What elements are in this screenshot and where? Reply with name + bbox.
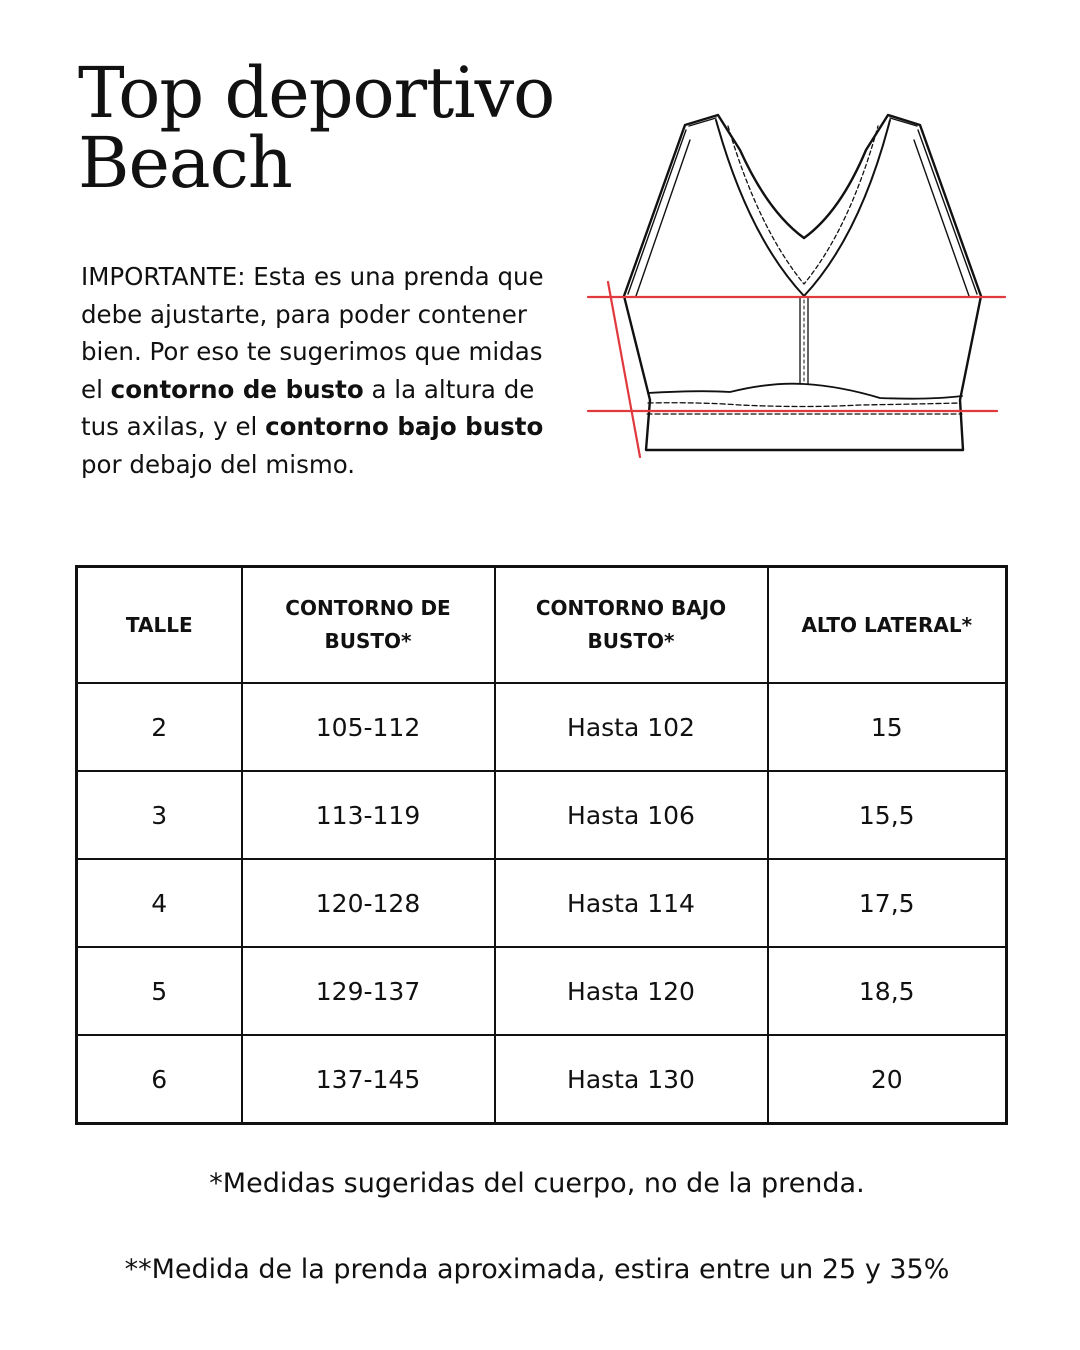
table-row — [77, 1035, 1007, 1124]
cell-contorno-bajo-busto: Hasta 120 — [495, 947, 768, 1035]
header-contorno-bajo-busto: CONTORNO BAJO BUSTO* — [495, 567, 768, 684]
intro-text-1: IMPORTANTE: Esta es una prenda que debe ajustarte, para poder contener bien. Por eso te sugerimos que midas el — [81, 262, 544, 404]
intro-bold-underbust: contorno bajo busto — [265, 412, 544, 442]
cell-contorno-bajo-busto: Hasta 106 — [495, 771, 768, 859]
table-row — [77, 771, 1007, 859]
header-talle: TALLE — [77, 567, 242, 684]
table-header-row — [77, 567, 1007, 684]
cell-alto-lateral: 17,5 — [768, 859, 1007, 947]
intro-text-2: a la altura de tus axilas, y el — [81, 374, 535, 442]
cell-talle: 6 — [77, 1035, 242, 1124]
cell-alto-lateral: 15,5 — [768, 771, 1007, 859]
footnote-body-measurements: *Medidas sugeridas del cuerpo, no de la prenda. — [209, 1168, 865, 1199]
cell-contorno-busto: 137-145 — [242, 1035, 495, 1124]
cell-talle: 3 — [77, 771, 242, 859]
cell-alto-lateral: 20 — [768, 1035, 1007, 1124]
cell-talle: 4 — [77, 859, 242, 947]
intro-bold-bust: contorno de busto — [110, 374, 364, 404]
header-contorno-busto: CONTORNO DE BUSTO* — [242, 567, 495, 684]
table-row — [77, 947, 1007, 1035]
size-table — [75, 565, 1008, 1125]
cell-contorno-bajo-busto: Hasta 130 — [495, 1035, 768, 1124]
footnote-garment-stretch: **Medida de la prenda aproximada, estira entre un 25 y 35% — [124, 1254, 950, 1285]
table-row — [77, 859, 1007, 947]
cell-talle: 2 — [77, 683, 242, 771]
title-line-2: Beach — [78, 122, 292, 204]
cell-alto-lateral: 15 — [768, 683, 1007, 771]
cell-contorno-bajo-busto: Hasta 114 — [495, 859, 768, 947]
title-line-1: Top deportivo — [78, 52, 555, 134]
header-alto-lateral: ALTO LATERAL* — [768, 567, 1007, 684]
cell-talle: 5 — [77, 947, 242, 1035]
cell-contorno-bajo-busto: Hasta 102 — [495, 683, 768, 771]
page-title — [78, 52, 555, 204]
intro-paragraph — [81, 258, 571, 484]
cell-contorno-busto: 120-128 — [242, 859, 495, 947]
cell-contorno-busto: 105-112 — [242, 683, 495, 771]
cell-alto-lateral: 18,5 — [768, 947, 1007, 1035]
cell-contorno-busto: 129-137 — [242, 947, 495, 1035]
table-row — [77, 683, 1007, 771]
sports-bra-technical-drawing-icon — [580, 110, 1020, 470]
intro-text-3: por debajo del mismo. — [81, 449, 356, 479]
cell-contorno-busto: 113-119 — [242, 771, 495, 859]
